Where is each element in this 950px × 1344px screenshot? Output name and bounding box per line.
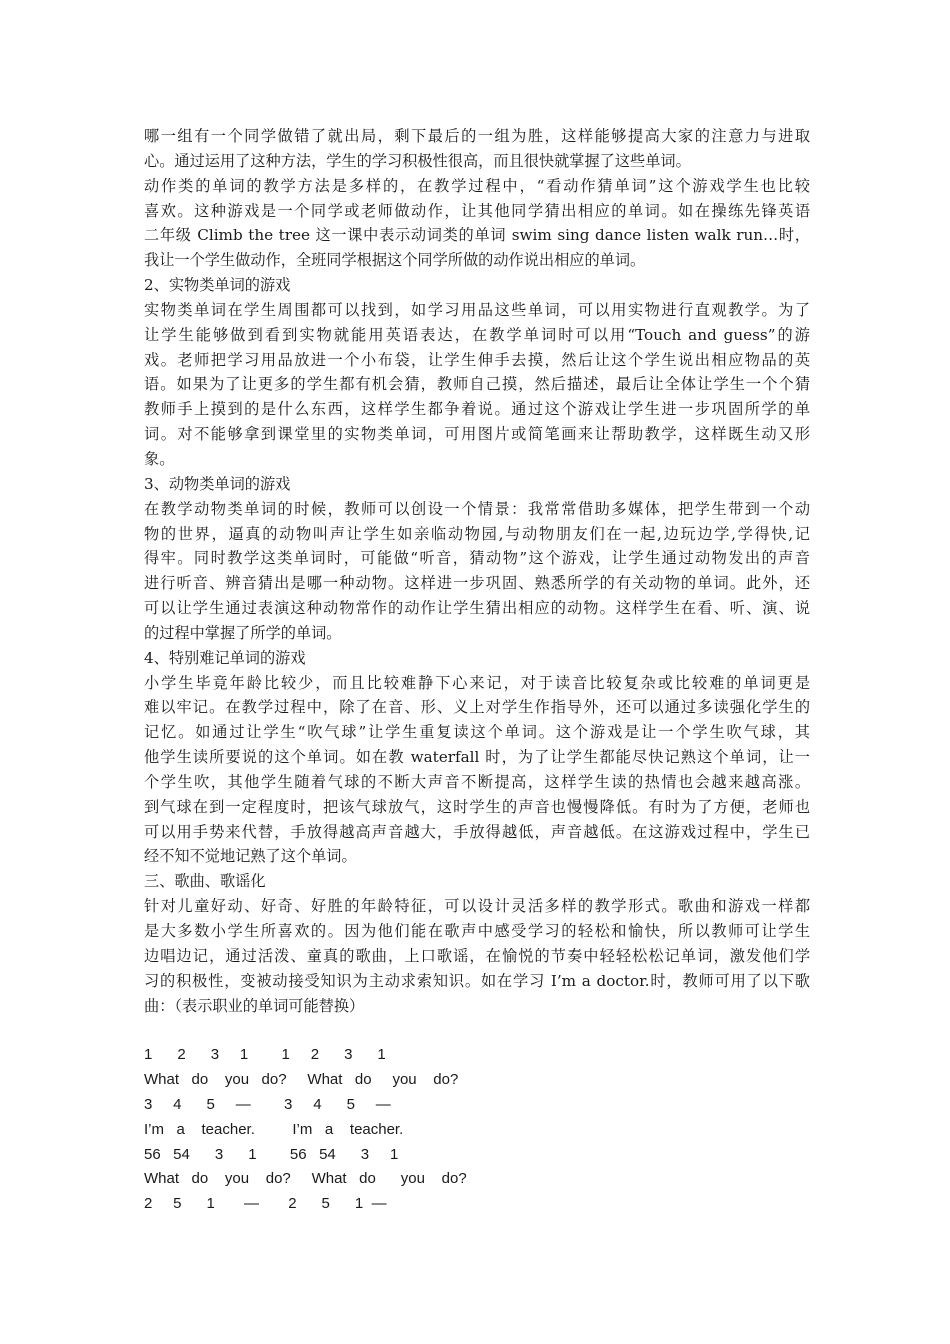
- song-lyric-line: What do you do? What do you do?: [144, 1170, 467, 1188]
- song-lyric-line: I’m a teacher. I’m a teacher.: [144, 1120, 404, 1138]
- paragraph-line: 词。对不能够拿到课堂里的实物类单词，可用图片或简笔画来让帮助教学，这样既生动又形: [144, 425, 810, 444]
- paragraph-line: 针对儿童好动、好奇、好胜的年龄特征，可以设计灵活多样的教学形式。歌曲和游戏一样都: [144, 897, 810, 916]
- song-notation-line: 1 2 3 1 1 2 3 1: [144, 1046, 386, 1064]
- paragraph-line: 可以用手势来代替，手放得越高声音越大，手放得越低，声音越低。在这游戏过程中，学生已: [144, 822, 810, 841]
- paragraph-line: 小学生毕竟年龄比较少，而且比较难静下心来记，对于读音比较复杂或比较难的单词更是: [144, 673, 810, 692]
- song-notation-line: 2 5 1 — 2 5 1 —: [144, 1195, 387, 1213]
- paragraph-line: 边唱边记，通过活泼、童真的歌曲，上口歌谣，在愉悦的节奏中轻轻松松记单词，激发他们学: [144, 946, 810, 965]
- paragraph-line: 曲：（表示职业的单词可能替换）: [144, 996, 365, 1015]
- section-heading: 3、动物类单词的游戏: [144, 474, 291, 493]
- paragraph-line: 可以让学生通过表演这种动物常作的动作让学生猜出相应的动物。这样学生在看、听、演、说: [144, 599, 810, 618]
- paragraph-line: 让学生能够做到看到实物就能用英语表达，在教学单词时可以用“Touch and guess”的游: [144, 325, 810, 344]
- paragraph-line: 进行听音、辨音猜出是哪一种动物。这样进一步巩固、熟悉所学的有关动物的单词。此外，还: [144, 574, 810, 593]
- song-lyric-line: What do you do? What do you do?: [144, 1071, 459, 1089]
- paragraph-line: 到气球在到一定程度时，把该气球放气，这时学生的声音也慢慢降低。有时为了方便，老师也: [144, 797, 810, 816]
- paragraph-line: 在教学动物类单词的时候，教师可以创设一个情景：我常常借助多媒体，把学生带到一个动: [144, 499, 810, 518]
- paragraph-line: 记忆。如通过让学生“吹气球”让学生重复读这个单词。这个游戏是让一个学生吹气球，其: [144, 723, 810, 742]
- paragraph-line: 习的积极性，变被动接受知识为主动求索知识。如在学习 I’m a doctor.时，教师可用了以下歌: [144, 971, 810, 990]
- paragraph-line: 是大多数小学生所喜欢的。因为他们能在歌声中感受学习的轻松和愉快，所以教师可让学生: [144, 922, 810, 940]
- paragraph-line: 的过程中掌握了所学的单词。: [144, 623, 342, 642]
- song-notation-line: 3 4 5 — 3 4 5 —: [144, 1095, 391, 1113]
- section-heading: 4、特别难记单词的游戏: [144, 648, 306, 667]
- paragraph-line: 得牢。同时教学这类单词时，可能做“听音，猜动物”这个游戏，让学生通过动物发出的声音: [144, 549, 810, 568]
- paragraph-line: 实物类单词在学生周围都可以找到，如学习用品这些单词，可以用实物进行直观教学。为了: [144, 300, 810, 319]
- paragraph-line: 语。如果为了让更多的学生都有机会猜，教师自己摸，然后描述，最后让全体让学生一个个猜: [144, 375, 810, 394]
- document-body: [144, 124, 810, 1217]
- section-heading: 三、歌曲、歌谣化: [144, 872, 266, 891]
- paragraph-line: 教师手上摸到的是什么东西，这样学生都争着说。通过这个游戏让学生进一步巩固所学的单: [144, 400, 810, 419]
- paragraph-line: 他学生读所要说的这个单词。如在教 waterfall 时，为了让学生都能尽快记熟这个单词，让一: [144, 748, 810, 767]
- paragraph-line: 经不知不觉地记熟了这个单词。: [144, 847, 357, 866]
- section-heading: 2、实物类单词的游戏: [144, 276, 291, 295]
- paragraph-line: 难以牢记。在教学过程中，除了在音、形、义上对学生作指导外，还可以通过多读强化学生的: [144, 698, 810, 717]
- song-notation-line: 56 54 3 1 56 54 3 1: [144, 1145, 399, 1163]
- blank-line: [144, 1018, 810, 1043]
- paragraph-line: 个学生吹，其他学生随着气球的不断大声音不断提高，这样学生读的热情也会越来越高涨。: [144, 772, 810, 791]
- paragraph-line: 二年级 Climb the tree 这一课中表示动词类的单词 swim sing dance listen walk run…时，: [144, 226, 810, 245]
- paragraph-line: 动作类的单词的教学方法是多样的，在教学过程中，“看动作猜单词”这个游戏学生也比较: [144, 176, 810, 195]
- paragraph-line: 戏。老师把学习用品放进一个小布袋，让学生伸手去摸，然后让这个学生说出相应物品的英: [144, 350, 810, 369]
- paragraph-line: 喜欢。这种游戏是一个同学或老师做动作，让其他同学猜出相应的单词。如在操练先锋英语: [144, 201, 810, 220]
- paragraph-line: 象。: [144, 449, 175, 468]
- paragraph-line: 我让一个学生做动作，全班同学根据这个同学所做的动作说出相应的单词。: [144, 251, 646, 270]
- paragraph-line: 心。通过运用了这种方法，学生的学习积极性很高，而且很快就掌握了这些单词。: [144, 151, 691, 170]
- paragraph-line: 哪一组有一个同学做错了就出局，剩下最后的一组为胜，这样能够提高大家的注意力与进取: [144, 127, 810, 145]
- paragraph-line: 物的世界，逼真的动物叫声让学生如亲临动物园,与动物朋友们在一起,边玩边学,学得快,记: [144, 524, 810, 543]
